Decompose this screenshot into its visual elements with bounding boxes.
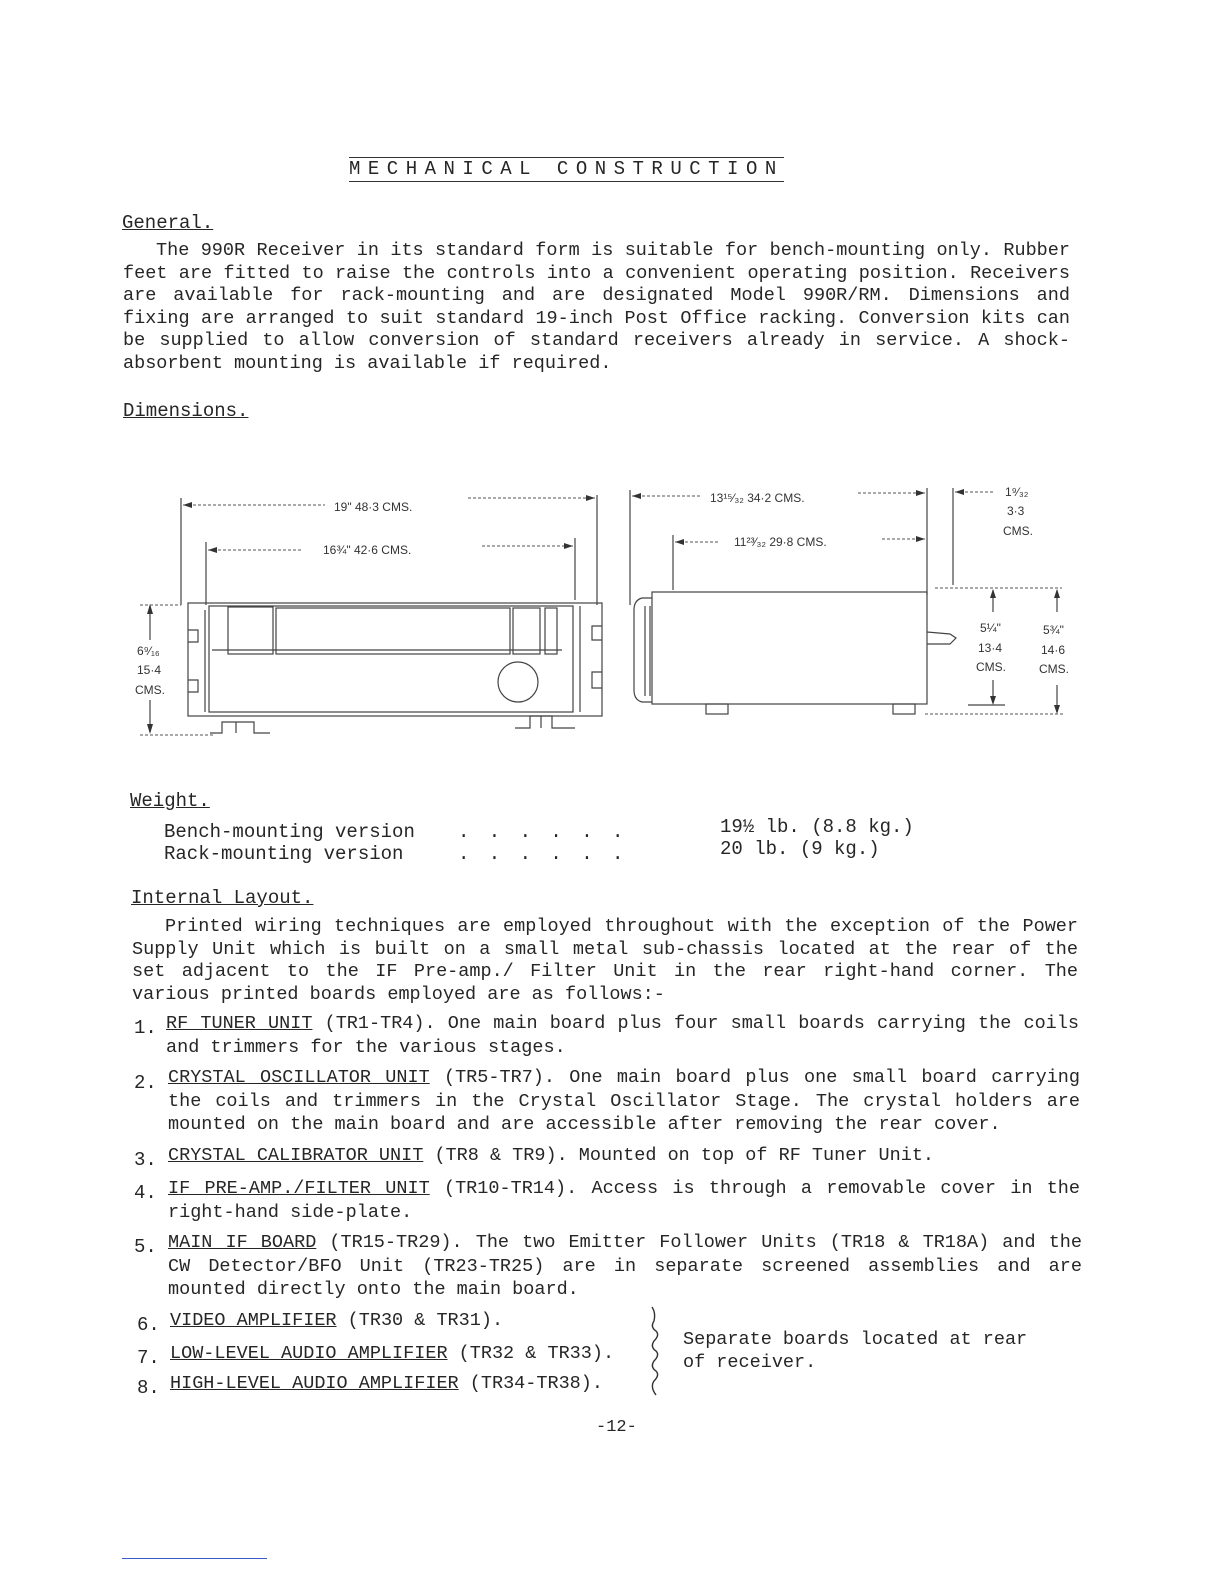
board-name: VIDEO AMPLIFIER <box>170 1310 337 1331</box>
weight-row-rack-dots: . . . . . . <box>458 843 628 865</box>
list-item <box>168 1177 1080 1224</box>
footer-rule <box>122 1558 267 1559</box>
internal-layout-paragraph <box>132 916 1078 1006</box>
board-description: (TR8 & TR9). Mounted on top of RF Tuner Unit. <box>423 1145 935 1166</box>
board-description: (TR34-TR38). <box>458 1373 603 1394</box>
front-width-inner-label: 16¾" 42·6 CMS. <box>323 543 412 557</box>
page-title: MECHANICAL CONSTRUCTION <box>349 158 784 180</box>
front-width-outer-label: 19" 48·3 CMS. <box>334 500 413 514</box>
list-item <box>168 1066 1080 1137</box>
side-view-drawing <box>630 488 1065 714</box>
brace-bracket <box>640 1305 670 1397</box>
side-overhang-label-2: 3·3 <box>1007 504 1025 518</box>
weight-row-bench-dots: . . . . . . <box>458 821 628 843</box>
list-item <box>170 1342 630 1366</box>
side-overhang-label-3: CMS. <box>1003 524 1033 538</box>
side-depth-inner-label: 11²³⁄₃₂ 29·8 CMS. <box>734 535 827 549</box>
list-item <box>170 1309 630 1333</box>
list-item <box>168 1231 1082 1302</box>
front-height-label-3: CMS. <box>135 683 165 697</box>
side-height-inner-label-3: CMS. <box>976 660 1006 674</box>
weight-row-rack-value: 20 lb. (9 kg.) <box>720 838 880 860</box>
board-description: (TR30 & TR31). <box>336 1310 504 1331</box>
weight-row-rack-label: Rack-mounting version <box>164 843 404 865</box>
side-height-outer-label-1: 5¾" <box>1043 623 1064 637</box>
board-description: (TR1-TR4). One main board plus four small boards carrying the coils and trimmers for the various stages. <box>166 1013 1079 1058</box>
side-height-inner-label-2: 13·4 <box>978 641 1003 655</box>
dimension-drawing <box>0 0 1224 760</box>
list-item-number: 5. <box>134 1236 157 1258</box>
page-number: -12- <box>596 1418 637 1437</box>
board-description: (TR5-TR7). One main board plus one small board carrying the coils and trimmers in the Crystal Oscillator Stage. The crystal holders are mounted on the main board and are accessible after removing the rear cover. <box>168 1067 1081 1135</box>
board-name: CRYSTAL CALIBRATOR UNIT <box>168 1145 424 1166</box>
weight-heading: Weight. <box>130 790 210 812</box>
bracket-note: Separate boards located at rear of receiver. <box>683 1329 1028 1373</box>
board-name: RF TUNER UNIT <box>166 1013 313 1034</box>
list-item-number: 4. <box>134 1182 157 1204</box>
list-item-number: 8. <box>137 1377 160 1399</box>
board-name: HIGH-LEVEL AUDIO AMPLIFIER <box>170 1373 459 1394</box>
dimensions-heading: Dimensions. <box>123 400 249 422</box>
side-depth-outer-label: 13¹⁵⁄₃₂ 34·2 CMS. <box>710 491 805 505</box>
weight-row-bench-value: 19½ lb. (8.8 kg.) <box>720 816 914 838</box>
list-item <box>166 1012 1079 1059</box>
side-height-outer-label-3: CMS. <box>1039 662 1069 676</box>
internal-layout-text: Printed wiring techniques are employed throughout with the exception of the Power Supply Unit which is built on a small metal sub-chassis located at the rear of the set adjacent to the IF Pre-amp./ Filter Unit in the rear right-hand corner. The various printed boards employed are as follows:- <box>132 916 1078 1005</box>
internal-layout-heading: Internal Layout. <box>131 887 314 909</box>
general-text: The 990R Receiver in its standard form is suitable for bench-mounting only. Rubber feet are fitted to raise the controls into a convenient operating position. Receivers are available for rack-mounting and are designated Model 990R/RM. Dimensions and fixing are arranged to suit standard 19-inch Post Office racking. Conversion kits can be supplied to allow conversion of standard receivers already in service. A shock-absorbent mounting is available if required. <box>123 240 1070 374</box>
list-item <box>168 1144 1080 1168</box>
list-item <box>170 1372 630 1396</box>
front-height-label-2: 15·4 <box>137 663 162 677</box>
list-item-number: 3. <box>134 1149 157 1171</box>
board-name: LOW-LEVEL AUDIO AMPLIFIER <box>170 1343 448 1364</box>
front-height-label-1: 6⁹⁄₁₆ <box>137 644 160 658</box>
side-height-outer-label-2: 14·6 <box>1041 643 1066 657</box>
general-heading: General. <box>122 212 214 234</box>
list-item-number: 7. <box>137 1347 160 1369</box>
list-item-number: 1. <box>134 1017 157 1039</box>
board-name: CRYSTAL OSCILLATOR UNIT <box>168 1067 430 1088</box>
board-description: (TR15-TR29). The two Emitter Follower Units (TR18 & TR18A) and the CW Detector/BFO Unit (TR23-TR25) are in separate screened assemblies and are mounted directly onto the main board. <box>168 1232 1083 1300</box>
list-item-number: 6. <box>137 1314 160 1336</box>
weight-row-bench-label: Bench-mounting version <box>164 821 415 843</box>
list-item-number: 2. <box>134 1072 157 1094</box>
board-name: MAIN IF BOARD <box>168 1232 317 1253</box>
board-description: (TR32 & TR33). <box>447 1343 615 1364</box>
side-height-inner-label-1: 5¼" <box>980 621 1001 635</box>
board-name: IF PRE-AMP./FILTER UNIT <box>168 1178 430 1199</box>
front-view-drawing <box>140 495 602 735</box>
side-overhang-label-1: 1⁹⁄₃₂ <box>1005 485 1029 499</box>
board-description: (TR10-TR14). Access is through a removable cover in the right-hand side-plate. <box>168 1178 1081 1223</box>
